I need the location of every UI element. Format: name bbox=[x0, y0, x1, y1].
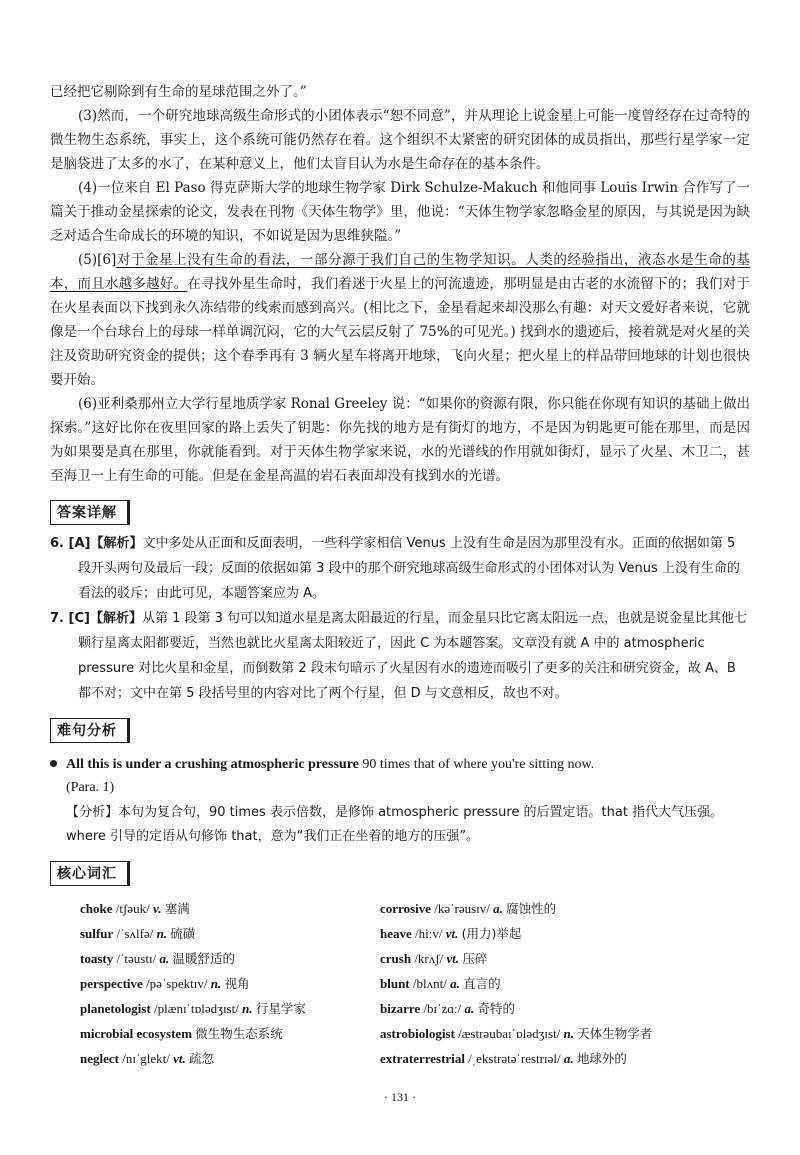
vocab-pos: a. bbox=[563, 1051, 574, 1066]
vocab-meaning: 直言的 bbox=[463, 976, 501, 991]
vocab-meaning: 奇特的 bbox=[477, 1001, 516, 1016]
vocab-item bbox=[380, 921, 780, 946]
answer-6-text: 文中多处从正面和反面表明，一些科学家相信 Venus 上没有生命是因为那里没有水。正面的依据如第 5 段开头两句及最后一段；反面的依据如第 3 段中的那个研究地球高级生命形式的小团体对认为 Venus 上没有生命的看法的驳斥；由此可见，本题答案应为 A。 bbox=[78, 536, 740, 601]
passage-p5 bbox=[50, 248, 750, 392]
vocab-pos: n. bbox=[563, 1026, 574, 1041]
vocab-item bbox=[80, 1046, 380, 1071]
vocab-ipa: /bɪˈzɑː/ bbox=[423, 1001, 462, 1016]
vocab-ipa: /nɪˈglekt/ bbox=[122, 1051, 170, 1066]
answer-6-num: 6. [A] bbox=[50, 536, 91, 551]
passage-p4: (4)一位来自 El Paso 得克萨斯大学的地球生物学家 Dirk Schulze-Makuch 和他同事 Louis Irwin 合作写了一篇关于推动金星探索的论文，发表在刊物《天体生物学》里，他说：“天体生物学家忽略金星的原因，与其说是因为缺乏对适合生命成长的环境的知识，不如说是因为思维狭隘。” bbox=[50, 180, 750, 244]
difficult-analysis: 【分析】本句为复合句，90 times 表示倍数，是修饰 atmospheric pressure 的后置定语。that 指代大气压强。where 引导的定语从句修饰 that，意为“我们正在坐着的地方的压强”。 bbox=[66, 805, 724, 844]
vocab-ipa: /kəˈrəusɪv/ bbox=[434, 901, 490, 916]
vocab-word: crush bbox=[380, 951, 412, 966]
vocab-meaning: 微生物生态系统 bbox=[195, 1026, 283, 1041]
vocab-meaning: 地球外的 bbox=[576, 1051, 627, 1066]
vocab-pos: a. bbox=[464, 1001, 475, 1016]
vocab-ipa: /pəˈspektɪv/ bbox=[146, 976, 208, 991]
vocab-item bbox=[80, 971, 380, 996]
vocab-pos: vt. bbox=[173, 1051, 186, 1066]
answer-7-tag: 【解析】 bbox=[89, 611, 142, 626]
vocab-pos: vt. bbox=[446, 951, 460, 966]
vocab-word: heave bbox=[380, 926, 412, 941]
vocab-word: choke bbox=[80, 901, 113, 916]
vocab-item bbox=[80, 996, 380, 1021]
vocab-meaning: 行星学家 bbox=[255, 1001, 306, 1016]
answer-6-tag: 【解析】 bbox=[90, 536, 143, 551]
vocab-word: perspective bbox=[80, 976, 143, 991]
vocab-meaning: 腐蚀性的 bbox=[506, 901, 557, 916]
vocab-meaning: 天体生物学者 bbox=[577, 1026, 653, 1041]
p5-prefix: (5)[6] bbox=[78, 252, 117, 268]
answer-7-text: 从第 1 段第 3 句可以知道水星是离太阳最近的行星，而金星只比它离太阳远一点，也就是说金星比其他七颗行星离太阳都要近，当然也就比火星离太阳较近了，因此 C 为本题答案。文章没有就 A 中的 atmospheric pressure 对比火星和金星，而倒数第 2 段末句暗示了火星因有水的遗迹而吸引了更多的关注和研究资金，故 A、B 都不对；文中在第 5 段括号里的内容对比了两个行星，但 D 与文意相反，故也不对。 bbox=[78, 611, 748, 701]
vocab-meaning: 硫磺 bbox=[170, 926, 196, 941]
page-content bbox=[50, 80, 750, 1071]
vocab-ipa: /blʌnt/ bbox=[412, 976, 447, 991]
vocab-item bbox=[80, 1021, 380, 1046]
vocab-list bbox=[80, 896, 750, 1071]
bullet-icon bbox=[50, 760, 57, 767]
vocab-meaning: 温暖舒适的 bbox=[172, 951, 235, 966]
vocab-item bbox=[80, 896, 380, 921]
vocab-meaning: 塞满 bbox=[164, 901, 190, 916]
vocab-ipa: /krʌʃ/ bbox=[414, 951, 444, 966]
vocab-pos: v. bbox=[152, 901, 162, 916]
vocab-item bbox=[380, 1046, 780, 1071]
difficult-sentence bbox=[50, 753, 750, 799]
answer-7-num: 7. [C] bbox=[50, 611, 90, 626]
vocab-word: sulfur bbox=[80, 926, 114, 941]
passage-p6: (6)亚利桑那州立大学行星地质学家 Ronal Greeley 说：“如果你的资源有限，你只能在你现有知识的基础上做出探索。”这好比你在夜里回家的路上丢失了钥匙：你先找的地方是有街灯的地方，不是因为钥匙更可能在那里，而是因为如果要是真在那里，你就能看到。对于天体生物学家来说，水的光谱线的作用就如街灯，显示了火星、木卫二，甚至海卫一上有生命的可能。但是在金星高温的岩石表面却没有找到水的光谱。 bbox=[50, 396, 750, 484]
passage-p0: 已经把它剔除到有生命的星球范围之外了。” bbox=[50, 84, 307, 100]
vocab-pos: a. bbox=[159, 951, 170, 966]
difficult-heading: 难句分析 bbox=[50, 718, 130, 743]
vocab-word: microbial ecosystem bbox=[80, 1026, 193, 1041]
sentence-bold: All this is under a crushing atmospheric pressure bbox=[66, 757, 359, 772]
vocab-ipa: /tʃəuk/ bbox=[115, 901, 150, 916]
p5-rest: 在寻找外星生命时，我们着迷于火星上的河流遗迹，那明显是由古老的水流留下的；我们对于在火星表面以下找到永久冻结带的线索而感到高兴。(相比之下，金星看起来却没那么有趣：对天文爱好者来说，它就像是一个台球台上的母球一样单调沉闷，它的大气云层反射了 75%的可见光。) 找到水的遗迹后，接着就是对火星的关注及资助研究资金的提供；这个春季再有 3 辆火星车将离开地球，飞向火星；把火星上的样品带回地球的计划也很快要开始。 bbox=[50, 276, 751, 388]
vocab-meaning: (用力)举起 bbox=[461, 926, 522, 941]
vocab-pos: vt. bbox=[445, 926, 459, 941]
vocab-heading: 核心词汇 bbox=[50, 861, 130, 886]
vocab-pos: n. bbox=[242, 1001, 253, 1016]
vocab-word: extraterrestrial bbox=[380, 1051, 465, 1066]
vocab-meaning: 视角 bbox=[224, 976, 250, 991]
answer-6 bbox=[50, 531, 750, 606]
vocab-item bbox=[80, 921, 380, 946]
vocab-item bbox=[380, 946, 780, 971]
page-number: · 131 · bbox=[384, 1090, 416, 1104]
vocab-word: astrobiologist bbox=[380, 1026, 455, 1041]
vocab-item bbox=[380, 971, 780, 996]
vocab-word: toasty bbox=[80, 951, 114, 966]
answer-7 bbox=[50, 606, 750, 706]
vocab-item bbox=[80, 946, 380, 971]
vocab-ipa: /ˌekstrətəˈrestrɪəl/ bbox=[468, 1051, 561, 1066]
p5-underlined: 对于金星上没有生命的看法，一部分源于我们自己的生物学知识。人类的经验指出，液态水是生命的基本，而且水越多越好。 bbox=[50, 252, 750, 292]
vocab-item bbox=[380, 996, 780, 1021]
vocab-ipa: /ˈtəustɪ/ bbox=[116, 951, 157, 966]
vocab-pos: a. bbox=[450, 976, 460, 991]
vocab-pos: n. bbox=[210, 976, 222, 991]
vocab-item bbox=[380, 896, 780, 921]
passage-p3: (3)然而，一个研究地球高级生命形式的小团体表示“恕不同意”，并从理论上说金星上可能一度曾经存在过奇特的微生物生态系统，事实上，这个系统可能仍然存在着。这个组织不太紧密的研究团体的成员指出，那些行星学家一定是脑袋进了太多的水了，在某种意义上，他们太盲目认为水是生命存在的基本条件。 bbox=[50, 108, 750, 172]
vocab-pos: n. bbox=[156, 926, 168, 941]
vocab-ipa: /hiːv/ bbox=[415, 926, 443, 941]
answers-heading: 答案详解 bbox=[50, 500, 130, 525]
vocab-ipa: /æstrəubaɪˈɒlədʒɪst/ bbox=[458, 1026, 561, 1041]
vocab-word: bizarre bbox=[380, 1001, 421, 1016]
sentence-rest: 90 times that of where you're sitting now. bbox=[358, 757, 595, 772]
vocab-item bbox=[380, 1021, 780, 1046]
vocab-meaning: 压碎 bbox=[462, 951, 488, 966]
vocab-pos: a. bbox=[493, 901, 503, 916]
vocab-word: neglect bbox=[80, 1051, 119, 1066]
vocab-ipa: /plænɪˈtɒlədʒɪst/ bbox=[154, 1001, 239, 1016]
vocab-word: corrosive bbox=[380, 901, 432, 916]
para-ref: (Para. 1) bbox=[66, 780, 115, 795]
vocab-word: planetologist bbox=[80, 1001, 151, 1016]
vocab-meaning: 疏忽 bbox=[189, 1051, 215, 1066]
vocab-ipa: /ˈsʌlfə/ bbox=[116, 926, 154, 941]
vocab-word: blunt bbox=[380, 976, 410, 991]
